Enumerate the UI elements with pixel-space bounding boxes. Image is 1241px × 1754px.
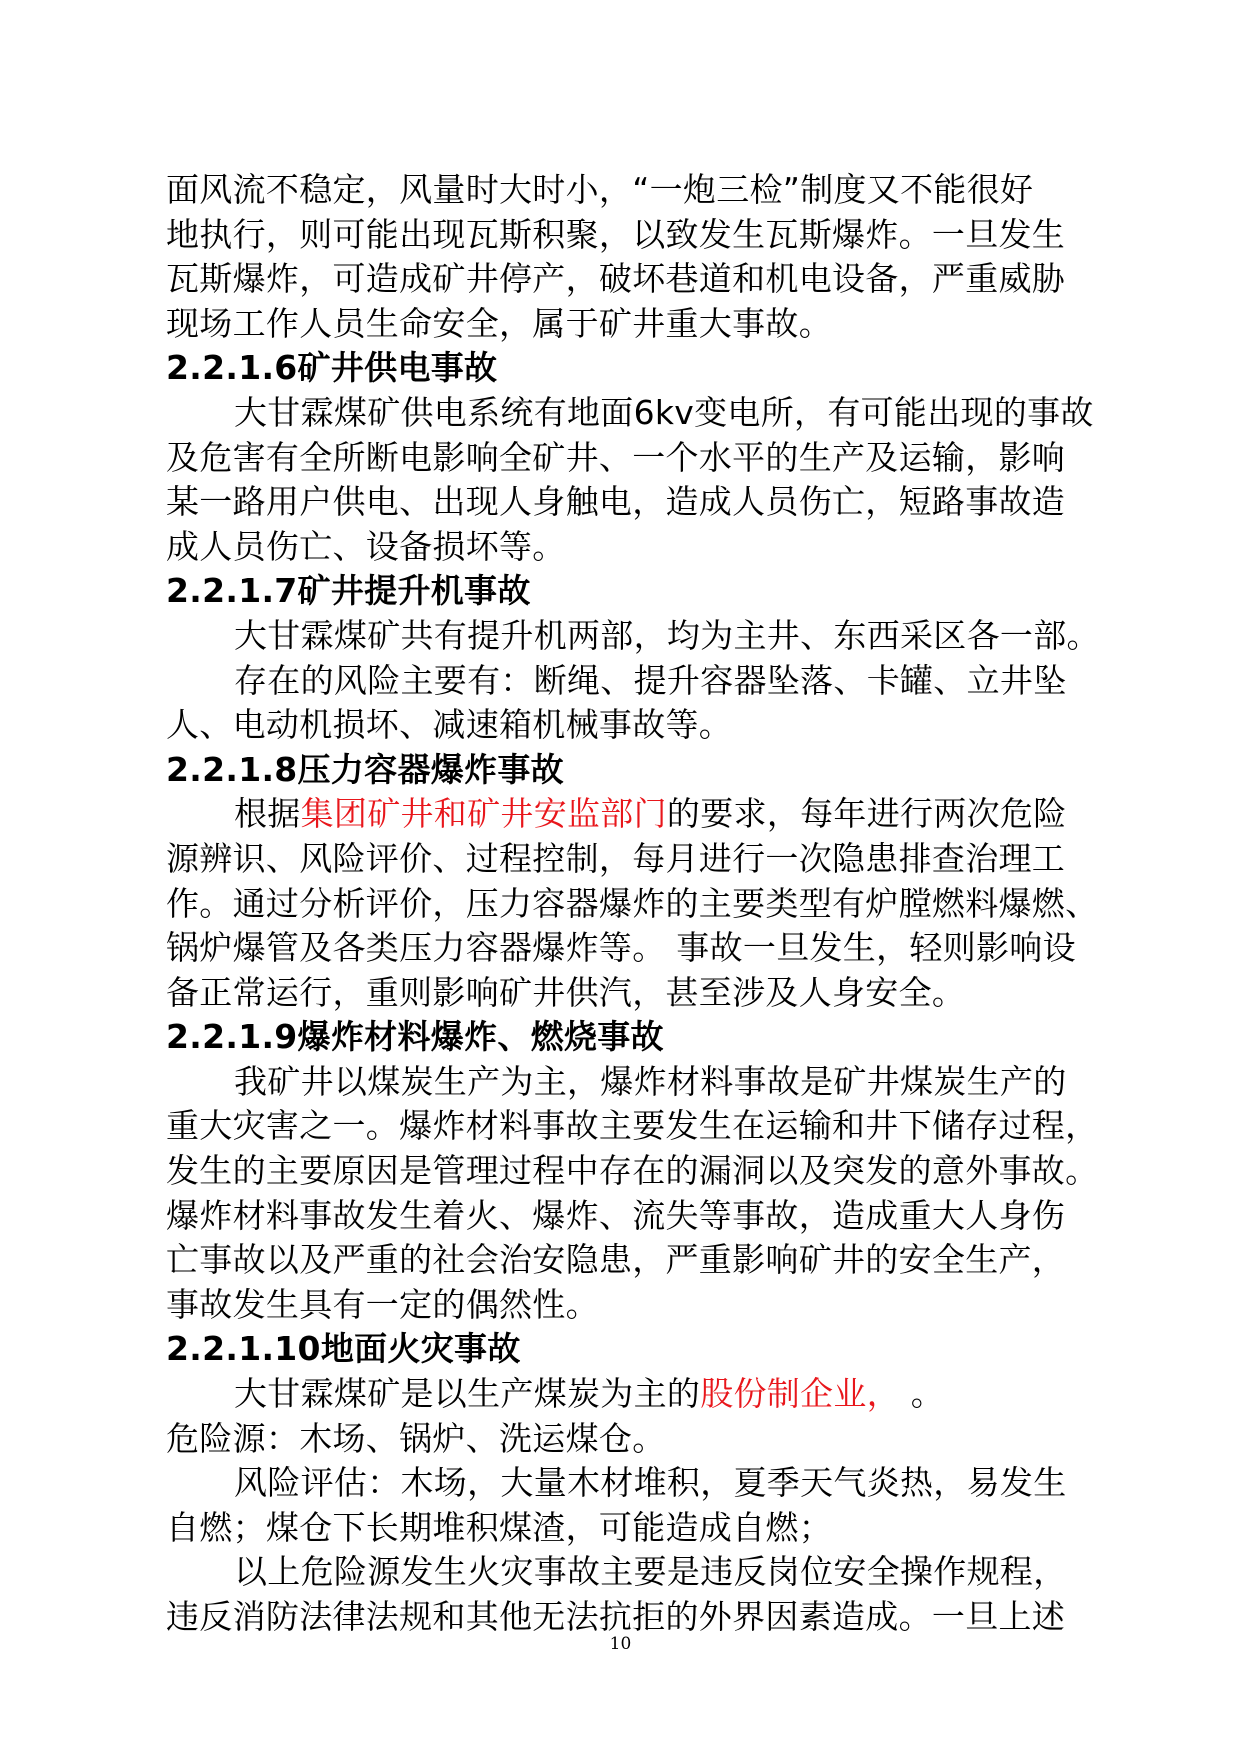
highlighted-text: 集团矿井和矿井安监部门 [300, 794, 667, 834]
text-segment: 的要求，每年进行两次危险 [666, 794, 1067, 834]
body-line: 风险评估：木场，大量木材堆积，夏季天气炎热，易发生 [234, 1463, 1067, 1503]
body-line: 现场工作人员生命安全，属于矿井重大事故。 [166, 303, 832, 343]
body-line: 存在的风险主要有：断绳、提升容器坠落、卡罐、立井坠 [234, 660, 1067, 700]
body-line: 事故发生具有一定的偶然性。 [166, 1284, 599, 1324]
body-line: 面风流不稳定，风量时大时小，“一炮三检”制度又不能很好 [166, 170, 1034, 209]
body-line: 地执行，则可能出现瓦斯积聚，以致发生瓦斯爆炸。一旦发生 [166, 214, 1066, 254]
body-line: 作。通过分析评价，压力容器爆炸的主要类型有炉膛燃料爆燃、 [166, 883, 1099, 923]
body-line-highlighted [166, 1372, 1076, 1417]
body-line: 发生的主要原因是管理过程中存在的漏洞以及突发的意外事故。 [166, 1151, 1099, 1191]
body-line-highlighted [166, 792, 1076, 837]
body-line: 及危害有全所断电影响全矿井、一个水平的生产及运输，影响 [166, 437, 1066, 477]
body-line: 自燃；煤仓下长期堆积煤渣，可能造成自燃； [166, 1507, 832, 1547]
section-heading-2-2-1-8: 2.2.1.8压力容器爆炸事故 [166, 749, 564, 789]
body-line: 大甘霖煤矿共有提升机两部，均为主井、东西采区各一部。 [234, 615, 1100, 655]
body-line: 备正常运行，重则影响矿井供汽，甚至涉及人身安全。 [166, 972, 966, 1012]
body-line: 瓦斯爆炸，可造成矿井停产，破坏巷道和机电设备，严重威胁 [166, 259, 1066, 299]
highlighted-text: 股份制企业， [700, 1374, 901, 1414]
body-line: 危险源：木场、锅炉、洗运煤仓。 [166, 1418, 666, 1458]
section-heading-2-2-1-9: 2.2.1.9爆炸材料爆炸、燃烧事故 [166, 1017, 664, 1057]
body-line: 人、电动机损坏、减速箱机械事故等。 [166, 705, 733, 745]
text-segment: 。 [900, 1374, 945, 1414]
section-heading-2-2-1-10: 2.2.1.10地面火灾事故 [166, 1329, 521, 1369]
body-line: 锅炉爆管及各类压力容器爆炸等。 事故一旦发生，轻则影响设 [166, 928, 1076, 968]
body-line: 源辨识、风险评价、过程控制，每月进行一次隐患排查治理工 [166, 838, 1066, 878]
body-line: 亡事故以及严重的社会治安隐患，严重影响矿井的安全生产， [166, 1240, 1066, 1280]
body-line: 成人员伤亡、设备损坏等。 [166, 526, 566, 566]
body-line: 重大灾害之一。爆炸材料事故主要发生在运输和井下储存过程， [166, 1106, 1099, 1146]
page-number: 10 [609, 1634, 632, 1654]
body-line: 以上危险源发生火灾事故主要是违反岗位安全操作规程， [234, 1552, 1067, 1592]
body-line: 大甘霖煤矿供电系统有地面6kv变电所，有可能出现的事故 [234, 392, 1094, 432]
body-line: 我矿井以煤炭生产为主，爆炸材料事故是矿井煤炭生产的 [234, 1061, 1067, 1101]
body-line: 某一路用户供电、出现人身触电，造成人员伤亡，短路事故造 [166, 482, 1066, 522]
section-heading-2-2-1-6: 2.2.1.6矿井供电事故 [166, 348, 498, 388]
document-body [166, 168, 1100, 1640]
body-line: 爆炸材料事故发生着火、爆炸、流失等事故，造成重大人身伤 [166, 1195, 1066, 1235]
body-line: 违反消防法律法规和其他无法抗拒的外界因素造成。一旦上述 [166, 1597, 1066, 1636]
text-segment: 根据 [234, 794, 301, 834]
section-heading-2-2-1-7: 2.2.1.7矿井提升机事故 [166, 571, 531, 611]
text-segment: 大甘霖煤矿是以生产煤炭为主的 [234, 1374, 701, 1414]
